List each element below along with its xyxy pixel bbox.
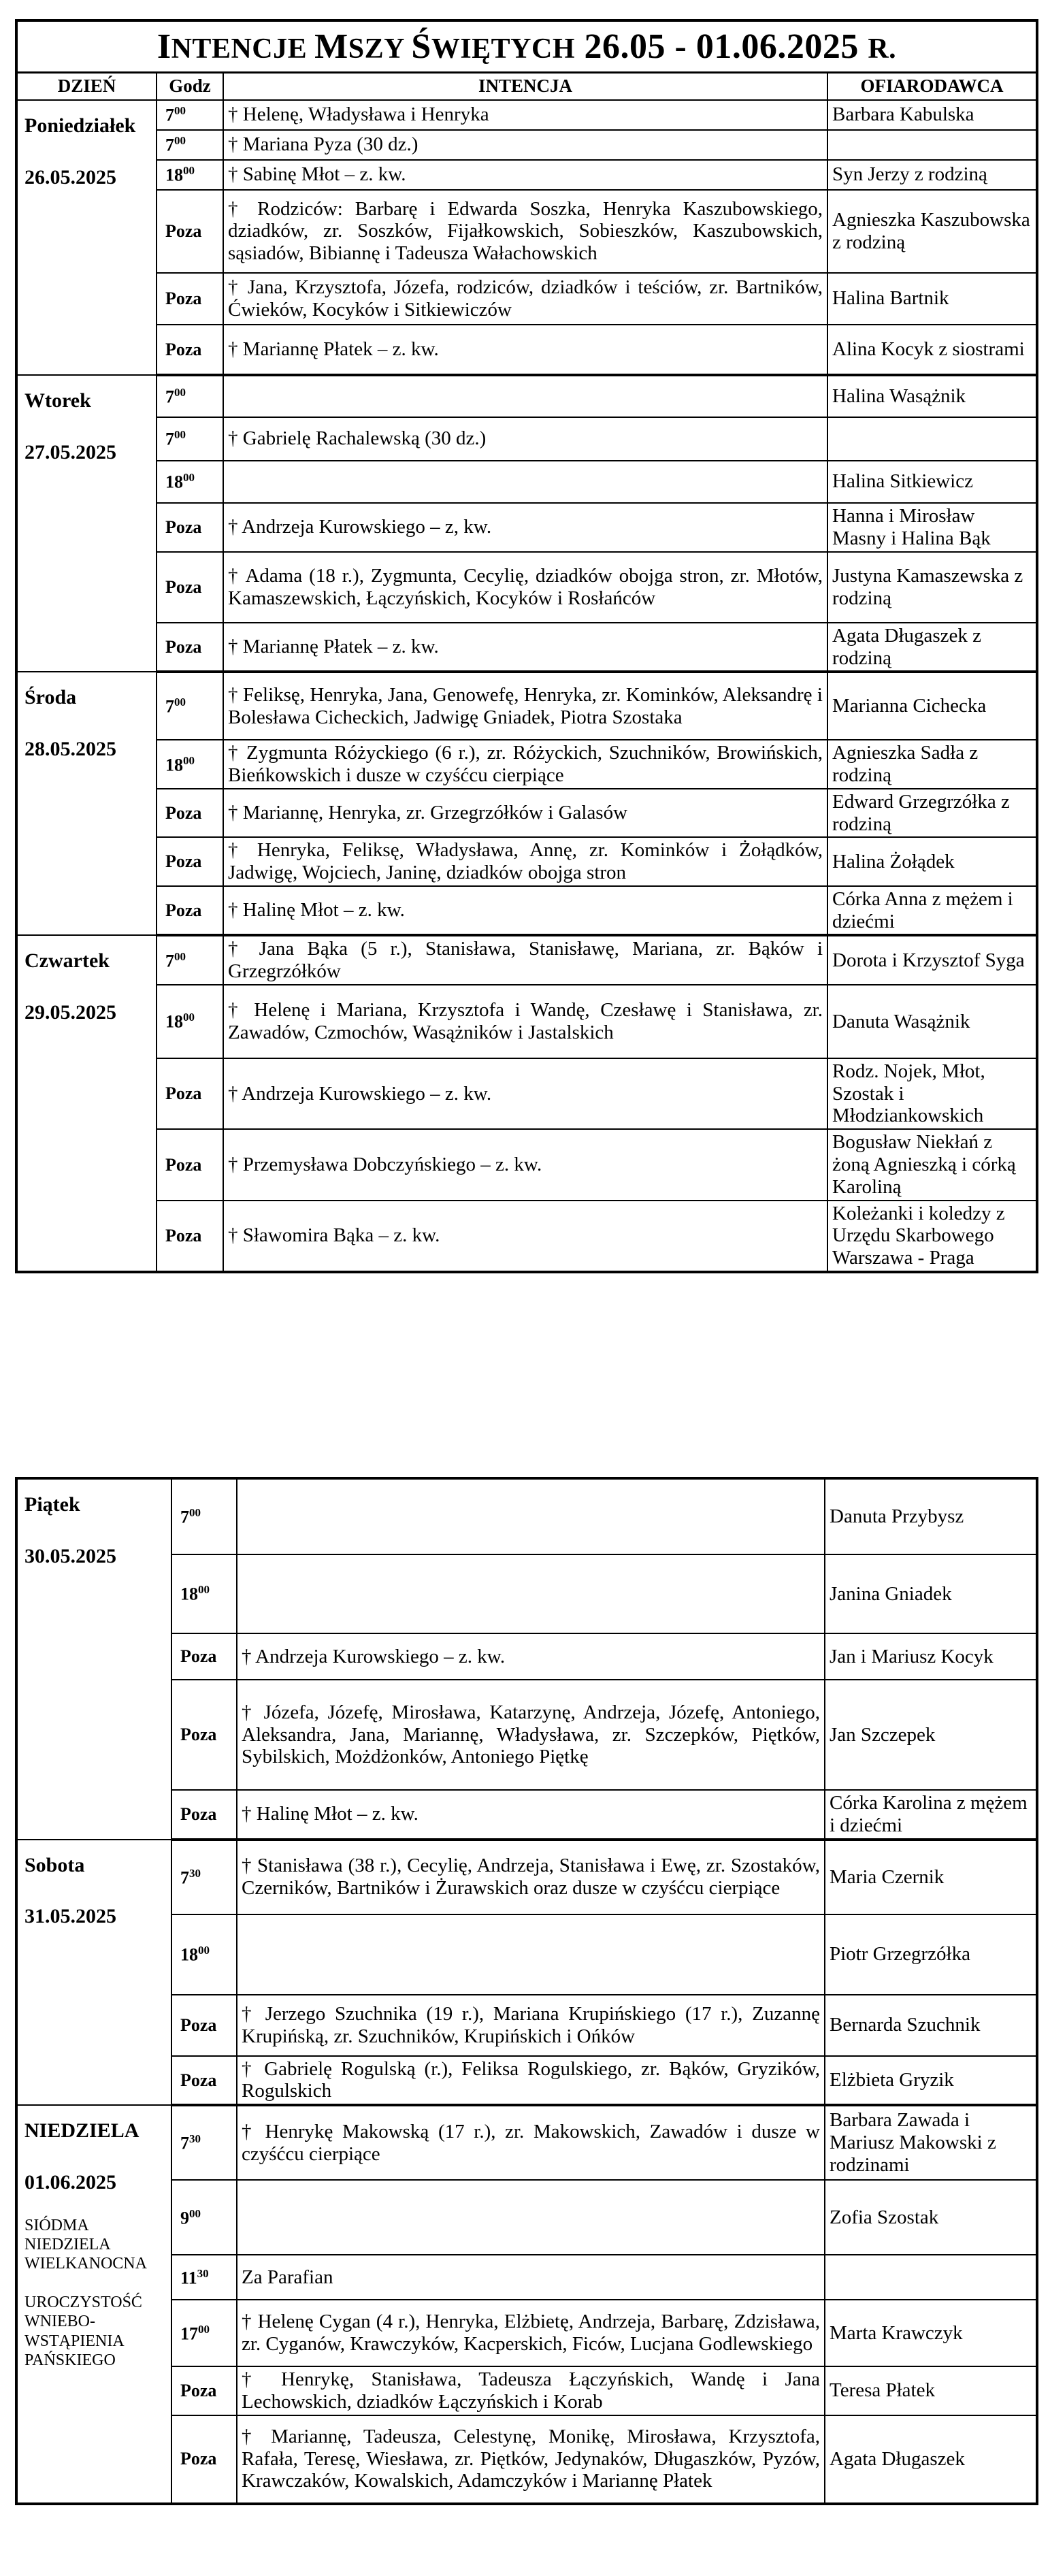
- table-row: [16, 2105, 1037, 2180]
- hour-value: 18: [165, 755, 183, 775]
- table-header: [16, 72, 1037, 100]
- minute-value: 00: [183, 753, 195, 767]
- donor-name: Halina Sitkiewicz: [827, 461, 1037, 503]
- donor-name: [825, 2255, 1037, 2300]
- hour-value: Poza: [165, 339, 202, 359]
- header-intention: INTENCJA: [223, 72, 827, 100]
- minute-value: 00: [183, 1011, 195, 1024]
- intention-text: [237, 2180, 825, 2255]
- table-row: [16, 1478, 1037, 1554]
- donor-name: Zofia Szostak: [825, 2180, 1037, 2255]
- donor-name: Teresa Płatek: [825, 2366, 1037, 2415]
- hour-value: Poza: [165, 517, 202, 538]
- hour-value: 7: [180, 1507, 189, 1527]
- mass-hour: [171, 1840, 237, 1914]
- minute-value: 00: [198, 1583, 210, 1597]
- day-cell: [16, 2105, 171, 2504]
- mass-hour: [157, 130, 223, 160]
- mass-hour: [171, 1914, 237, 1995]
- minute-value: 30: [189, 2132, 201, 2146]
- donor-name: Danuta Przybysz: [825, 1478, 1037, 1554]
- day-date: 27.05.2025: [24, 440, 116, 463]
- mass-hour: [171, 1680, 237, 1790]
- table-row: [16, 740, 1037, 789]
- day-date: 31.05.2025: [24, 1905, 116, 1928]
- table-row: [16, 273, 1037, 325]
- table-row: [16, 1201, 1037, 1272]
- mass-hour: [171, 1790, 237, 1840]
- table-row: [16, 130, 1037, 160]
- table-row: [16, 672, 1037, 740]
- hour-value: 18: [180, 1944, 198, 1965]
- day-date: 01.06.2025: [24, 2170, 116, 2194]
- intention-text: † Sabinę Młot – z. kw.: [223, 160, 827, 190]
- hour-value: Poza: [165, 900, 202, 920]
- minute-value: 00: [198, 2322, 210, 2336]
- mass-hour: [157, 672, 223, 740]
- mass-hour: [157, 375, 223, 417]
- hour-value: Poza: [180, 2070, 217, 2090]
- hour-value: 7: [165, 105, 174, 125]
- intention-text: † Halinę Młot – z. kw.: [237, 1790, 825, 1840]
- table-row: [16, 789, 1037, 838]
- minute-value: 00: [174, 104, 186, 118]
- donor-name: Córka Karolina z mężem i dziećmi: [825, 1790, 1037, 1840]
- intention-text: † Jerzego Szuchnika (19 r.), Mariana Krupińskiego (17 r.), Zuzannę Krupińską, zr. Szuchników, Krupińskich i Ońków: [237, 1995, 825, 2056]
- mass-hour: [157, 740, 223, 789]
- day-name: Środa: [24, 686, 77, 709]
- hour-value: 17: [180, 2324, 198, 2344]
- intention-text: † Rodziców: Barbarę i Edwarda Soszka, Henryka Kaszubowskiego, dziadków, zr. Soszków, Fijałkowskich, Sobieszków, Kaszubowskich, sąsiadów, Bibiannę i Tadeusza Wałachowskich: [223, 190, 827, 273]
- hour-value: Poza: [165, 1225, 202, 1245]
- mass-hour: [157, 273, 223, 325]
- hour-value: Poza: [165, 636, 202, 657]
- table-row: [16, 1058, 1037, 1129]
- page-title: INTENCJE MSZY ŚWIĘTYCH 26.05 - 01.06.2025 R.: [16, 20, 1037, 72]
- day-date: 26.05.2025: [24, 165, 116, 189]
- day-cell: [16, 100, 157, 375]
- donor-name: Koleżanki i koledzy z Urzędu Skarbowego Warszawa - Praga: [827, 1201, 1037, 1272]
- intention-text: † Adama (18 r.), Zygmunta, Cecylię, dziadków obojga stron, zr. Młotów, Kamaszewskich, Łączyńskich, Kocyków i Rosłańców: [223, 552, 827, 623]
- donor-name: Halina Żołądek: [827, 837, 1037, 886]
- mass-hour: [157, 325, 223, 375]
- table-row: [16, 837, 1037, 886]
- table-row: [16, 190, 1037, 273]
- hour-value: Poza: [180, 1646, 217, 1667]
- table-row: [16, 935, 1037, 985]
- hour-value: 7: [165, 387, 174, 407]
- intention-text: Za Parafian: [237, 2255, 825, 2300]
- mass-hour: [157, 886, 223, 936]
- mass-hour: [157, 160, 223, 190]
- mass-hour: [157, 100, 223, 130]
- hour-value: 7: [165, 696, 174, 717]
- table-row: [16, 503, 1037, 552]
- mass-hour: [157, 461, 223, 503]
- hour-value: Poza: [165, 221, 202, 242]
- minute-value: 00: [189, 2206, 201, 2220]
- intention-text: † Mariannę, Henryka, zr. Grzegrzółków i Galasów: [223, 789, 827, 838]
- intention-text: † Halinę Młot – z. kw.: [223, 886, 827, 936]
- donor-name: Danuta Wasążnik: [827, 985, 1037, 1058]
- minute-value: 00: [189, 1505, 201, 1519]
- donor-name: Alina Kocyk z siostrami: [827, 325, 1037, 375]
- table-row: [16, 375, 1037, 417]
- schedule-page-2: [15, 1477, 1036, 2552]
- intention-text: † Gabrielę Rogulską (r.), Feliksa Rogulskiego, zr. Bąków, Gryzików, Rogulskich: [237, 2056, 825, 2106]
- mass-hour: [157, 1058, 223, 1129]
- schedule-page-1: [15, 19, 1036, 1435]
- hour-value: 7: [165, 951, 174, 971]
- mass-hour: [157, 623, 223, 672]
- intention-text: † Gabrielę Rachalewską (30 dz.): [223, 417, 827, 461]
- hour-value: 7: [165, 135, 174, 155]
- mass-hour: [171, 2300, 237, 2366]
- table-row: [16, 1129, 1037, 1200]
- day-name: Czwartek: [24, 949, 110, 973]
- intention-text: [237, 1554, 825, 1633]
- hour-value: 7: [165, 429, 174, 449]
- header-donor: OFIARODAWCA: [827, 72, 1037, 100]
- donor-name: Córka Anna z mężem i dziećmi: [827, 886, 1037, 936]
- mass-hour: [157, 190, 223, 273]
- intention-text: † Helenę Cygan (4 r.), Henryka, Elżbietę, Andrzeja, Barbarę, Zdzisława, zr. Cyganów, Krawczyków, Kacperskich, Ficów, Lucjana Godlewskiego: [237, 2300, 825, 2366]
- intention-text: † Mariannę Płatek – z. kw.: [223, 623, 827, 672]
- donor-name: Elżbieta Gryzik: [825, 2056, 1037, 2106]
- minute-value: 00: [174, 696, 186, 709]
- donor-name: Janina Gniadek: [825, 1554, 1037, 1633]
- hour-value: Poza: [180, 2449, 217, 2469]
- intentions-table-2: [15, 1477, 1038, 2505]
- donor-name: Rodz. Nojek, Młot, Szostak i Młodziankowskich: [827, 1058, 1037, 1129]
- intention-text: † Sławomira Bąka – z. kw.: [223, 1201, 827, 1272]
- minute-value: 00: [183, 471, 195, 485]
- day-cell: [16, 935, 157, 1271]
- day-date: 29.05.2025: [24, 1001, 116, 1024]
- donor-name: Hanna i Mirosław Masny i Halina Bąk: [827, 503, 1037, 552]
- hour-value: 7: [180, 1868, 189, 1888]
- intention-text: † Andrzeja Kurowskiego – z, kw.: [223, 503, 827, 552]
- day-date: 30.05.2025: [24, 1544, 116, 1567]
- day-cell: [16, 672, 157, 935]
- minute-value: 00: [183, 164, 195, 178]
- mass-hour: [171, 1554, 237, 1633]
- donor-name: Jan i Mariusz Kocyk: [825, 1633, 1037, 1680]
- mass-hour: [157, 552, 223, 623]
- intention-text: † Przemysława Dobczyńskiego – z. kw.: [223, 1129, 827, 1200]
- day-name: Sobota: [24, 1853, 85, 1876]
- donor-name: Barbara Kabulska: [827, 100, 1037, 130]
- intention-text: † Henrykę Makowską (17 r.), zr. Makowskich, Zawadów i dusze w czyśćcu cierpiące: [237, 2105, 825, 2180]
- minute-value: 30: [197, 2266, 209, 2280]
- mass-hour: [171, 2255, 237, 2300]
- hour-value: Poza: [165, 1154, 202, 1175]
- hour-value: Poza: [165, 851, 202, 872]
- donor-name: Edward Grzegrzółka z rodziną: [827, 789, 1037, 838]
- hour-value: Poza: [180, 2015, 217, 2035]
- hour-value: 18: [165, 165, 183, 185]
- intention-text: † Stanisława (38 r.), Cecylię, Andrzeja, Stanisława i Ewę, zr. Szostaków, Czerników, Bartników i Żurawskich oraz dusze w czyśćcu cierpiące: [237, 1840, 825, 1914]
- table-row: [16, 623, 1037, 672]
- intentions-table-1: [15, 19, 1038, 1273]
- mass-hour: [157, 503, 223, 552]
- table-row: [16, 1840, 1037, 1914]
- intention-text: [223, 375, 827, 417]
- hour-value: Poza: [180, 2381, 217, 2401]
- donor-name: [827, 417, 1037, 461]
- donor-name: [827, 130, 1037, 160]
- hour-value: 9: [180, 2208, 189, 2228]
- intention-text: † Andrzeja Kurowskiego – z. kw.: [223, 1058, 827, 1129]
- table-row: [16, 985, 1037, 1058]
- liturgical-note: SIÓDMA NIEDZIELA WIELKANOCNA UROCZYSTOŚĆ WNIEBO-WSTĄPIENIA PAŃSKIEGO: [24, 2216, 147, 2370]
- day-date: 28.05.2025: [24, 738, 116, 761]
- mass-hour: [171, 2180, 237, 2255]
- table-row: [16, 325, 1037, 375]
- hour-value: Poza: [180, 1725, 217, 1745]
- minute-value: 00: [174, 385, 186, 399]
- donor-name: Justyna Kamaszewska z rodziną: [827, 552, 1037, 623]
- mass-hour: [157, 789, 223, 838]
- minute-value: 30: [189, 1866, 201, 1880]
- mass-hour: [171, 2415, 237, 2504]
- day-name: NIEDZIELA: [24, 2119, 140, 2142]
- table-row: [16, 461, 1037, 503]
- day-cell: [16, 1840, 171, 2106]
- donor-name: Piotr Grzegrzółka: [825, 1914, 1037, 1995]
- donor-name: Halina Bartnik: [827, 273, 1037, 325]
- donor-name: Bogusław Niekłań z żoną Agnieszką i córką Karoliną: [827, 1129, 1037, 1200]
- mass-hour: [157, 837, 223, 886]
- donor-name: Halina Wasążnik: [827, 375, 1037, 417]
- mass-hour: [171, 1633, 237, 1680]
- donor-name: Agnieszka Sadła z rodziną: [827, 740, 1037, 789]
- intention-text: † Jana Bąka (5 r.), Stanisława, Stanisławę, Mariana, zr. Bąków i Grzegrzółków: [223, 935, 827, 985]
- donor-name: Marta Krawczyk: [825, 2300, 1037, 2366]
- day-name: Wtorek: [24, 389, 91, 412]
- table-row: [16, 417, 1037, 461]
- donor-name: Bernarda Szuchnik: [825, 1995, 1037, 2056]
- intention-text: † Mariannę Płatek – z. kw.: [223, 325, 827, 375]
- intention-text: † Zygmunta Różyckiego (6 r.), zr. Różyckich, Szuchników, Browińskich, Bieńkowskich i dusze w czyśćcu cierpiące: [223, 740, 827, 789]
- mass-hour: [171, 2105, 237, 2180]
- header-hour: Godz: [157, 72, 223, 100]
- mass-hour: [171, 1995, 237, 2056]
- day-name: Poniedziałek: [24, 114, 136, 137]
- minute-value: 00: [198, 1944, 210, 1957]
- mass-hour: [157, 1129, 223, 1200]
- intention-text: † Henrykę, Stanisława, Tadeusza Łączyńskich, Wandę i Jana Lechowskich, dziadków Łączyńskich i Korab: [237, 2366, 825, 2415]
- hour-value: Poza: [165, 1083, 202, 1104]
- minute-value: 00: [174, 949, 186, 963]
- intention-text: [223, 461, 827, 503]
- donor-name: Agnieszka Kaszubowska z rodziną: [827, 190, 1037, 273]
- mass-hour: [157, 417, 223, 461]
- day-name: Piątek: [24, 1493, 80, 1516]
- intention-text: † Andrzeja Kurowskiego – z. kw.: [237, 1633, 825, 1680]
- day-cell: [16, 1478, 171, 1840]
- mass-hour: [171, 2366, 237, 2415]
- day-cell: [16, 375, 157, 672]
- donor-name: Agata Długaszek z rodziną: [827, 623, 1037, 672]
- donor-name: Dorota i Krzysztof Syga: [827, 935, 1037, 985]
- intention-text: † Feliksę, Henryka, Jana, Genowefę, Henryka, zr. Kominków, Aleksandrę i Bolesława Cicheckich, Jadwigę Gniadek, Piotra Szostaka: [223, 672, 827, 740]
- hour-value: 11: [180, 2268, 197, 2288]
- donor-name: Agata Długaszek: [825, 2415, 1037, 2504]
- intention-text: † Jana, Krzysztofa, Józefa, rodziców, dziadków i teściów, zr. Bartników, Ćwieków, Kocyków i Sitkiewiczów: [223, 273, 827, 325]
- hour-value: 18: [180, 1584, 198, 1605]
- donor-name: Syn Jerzy z rodziną: [827, 160, 1037, 190]
- intention-text: † Henryka, Feliksę, Władysława, Annę, zr. Kominków i Żołądków, Jadwigę, Wojciech, Janinę, dziadków obojga stron: [223, 837, 827, 886]
- hour-value: Poza: [180, 1804, 217, 1825]
- donor-name: Maria Czernik: [825, 1840, 1037, 1914]
- intention-text: † Helenę i Mariana, Krzysztofa i Wandę, Czesławę i Stanisława, zr. Zawadów, Czmochów, Wasążników i Jastalskich: [223, 985, 827, 1058]
- table-row: [16, 886, 1037, 936]
- intention-text: † Helenę, Władysława i Henryka: [223, 100, 827, 130]
- donor-name: Jan Szczepek: [825, 1680, 1037, 1790]
- intention-text: [237, 1914, 825, 1995]
- table-row: [16, 160, 1037, 190]
- table-row: [16, 100, 1037, 130]
- donor-name: Barbara Zawada i Mariusz Makowski z rodzinami: [825, 2105, 1037, 2180]
- intention-text: † Mariannę, Tadeusza, Celestynę, Monikę, Mirosława, Krzysztofa, Rafała, Teresę, Wiesława, zr. Piętków, Jedynaków, Długaszków, Pyzów, Krawczaków, Kowalskich, Adamczyków i Mariannę Płatek: [237, 2415, 825, 2504]
- mass-hour: [171, 2056, 237, 2106]
- header-day: DZIEŃ: [16, 72, 157, 100]
- hour-value: Poza: [165, 802, 202, 823]
- hour-value: 18: [165, 1012, 183, 1032]
- mass-hour: [157, 985, 223, 1058]
- table-row: [16, 552, 1037, 623]
- intention-text: [237, 1478, 825, 1554]
- donor-name: Marianna Cichecka: [827, 672, 1037, 740]
- intention-text: † Mariana Pyza (30 dz.): [223, 130, 827, 160]
- intention-text: † Józefa, Józefę, Mirosława, Katarzynę, Andrzeja, Józefę, Antoniego, Aleksandra, Jana, Mariannę, Władysława, zr. Szczepków, Piętków, Sybilskich, Możdżonków, Antoniego Piętkę: [237, 1680, 825, 1790]
- hour-value: Poza: [165, 577, 202, 598]
- minute-value: 00: [174, 428, 186, 442]
- hour-value: Poza: [165, 289, 202, 309]
- hour-value: 18: [165, 472, 183, 492]
- mass-hour: [157, 935, 223, 985]
- mass-hour: [157, 1201, 223, 1272]
- hour-value: 7: [180, 2133, 189, 2153]
- mass-hour: [171, 1478, 237, 1554]
- minute-value: 00: [174, 134, 186, 148]
